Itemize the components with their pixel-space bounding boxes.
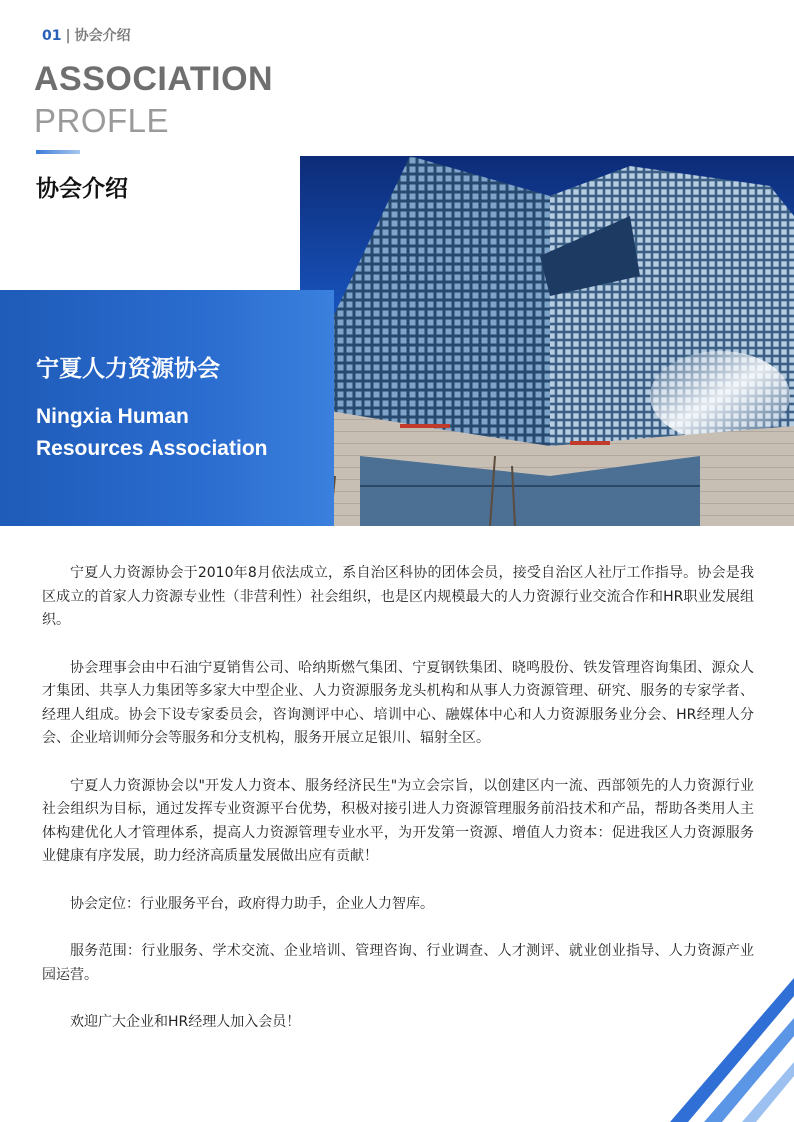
paragraph-services: 服务范围：行业服务、学术交流、企业培训、管理咨询、行业调查、人才测评、就业创业指导、人力资源产业园运营。: [42, 943, 754, 983]
building-photo: [300, 156, 794, 526]
paragraph-welcome: 欢迎广大企业和HR经理人加入会员！: [70, 1014, 301, 1030]
paragraph-council: 协会理事会由中石油宁夏销售公司、哈纳斯燃气集团、宁夏钢铁集团、晓鸣股份、铁发管理咨询集团、源众人才集团、共享人力集团等多家大中型企业、人力资源服务龙头机构和从事人力资源管理、研究、服务的专家学者、经理人组成。协会下设专家委员会，咨询测评中心、培训中心、融媒体中心和人力资源服务业分会、HR经理人分会、企业培训师分会等服务和分支机构，服务开展立足银川、辐射全区。: [42, 659, 754, 746]
building-illustration: [300, 156, 794, 526]
english-title-line-2: PROFLE: [34, 102, 170, 139]
english-title-line-1: ASSOCIATION: [34, 60, 274, 98]
section-title: 协会介绍: [74, 28, 131, 44]
paragraph-positioning: 协会定位：行业服务平台，政府得力助手，企业人力智库。: [70, 895, 434, 912]
section-divider: |: [65, 28, 71, 44]
title-underline: [36, 150, 80, 154]
paragraph-mission: 宁夏人力资源协会以"开发人力资本、服务经济民生"为立会宗旨，以创建区内一流、西部领先的人力资源行业社会组织为目标，通过发挥专业资源平台优势，积极对接引进人力资源管理服务前沿技术和产品，帮助各类用人主体构建优化人才管理体系，提高人力资源管理专业水平，为开发第一资源、增值人力资本：促进我区人力资源服务业健康有序发展，助力经济高质量发展做出应有贡献！: [42, 777, 754, 864]
association-name-cn: 宁夏人力资源协会: [36, 356, 220, 382]
body-text: [42, 562, 754, 1059]
section-tag: [42, 25, 131, 45]
paragraph-founding: 宁夏人力资源协会于2010年8月依法成立，系自治区科协的团体会员，接受自治区人社厅工作指导。协会是我区成立的首家人力资源专业性（非营利性）社会组织，也是区内规模最大的人力资源行业交流合作和HR职业发展组织。: [42, 565, 754, 628]
association-name-en-line-2: Resources Association: [36, 437, 268, 460]
section-number: 01: [42, 28, 62, 44]
chinese-title: 协会介绍: [36, 176, 128, 202]
association-name-en: [36, 401, 326, 465]
corner-decoration: [660, 970, 794, 1122]
association-name-en-line-1: Ningxia Human: [36, 405, 189, 428]
